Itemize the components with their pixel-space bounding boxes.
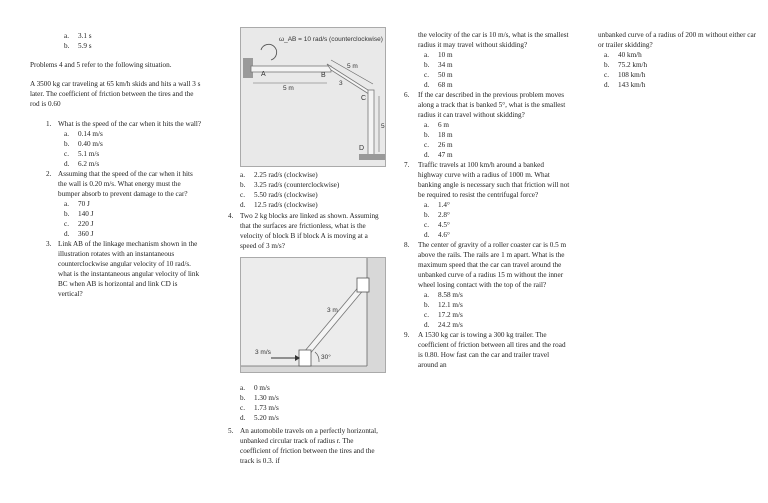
option: b. 0.40 m/s	[64, 140, 103, 148]
option: a. 0 m/s	[240, 384, 270, 392]
option: c. 5.50 rad/s (clockwise)	[240, 191, 318, 199]
option: a. 40 km/h	[604, 51, 642, 59]
option: c. 50 m	[424, 71, 453, 79]
question-6: 6. If the car described in the previous problem moves along a track that is banked 5°, what is the smallest radius it can travel without skidding? a. 6 m b. 18 m c. 26 m d. 47 m	[400, 90, 570, 160]
option: d. 143 km/h	[604, 81, 646, 89]
fig2-label-len: 3 m	[327, 307, 338, 314]
option: c. 108 km/h	[604, 71, 646, 79]
intro-situation: A 3500 kg car traveling at 65 km/h skids and hits a wall 3 s later. The coefficient of friction between the tires and the rod is 0.60	[30, 80, 201, 108]
option: a. 8.58 m/s	[424, 291, 463, 299]
options	[418, 290, 570, 330]
blocks-diagram	[241, 258, 386, 373]
option: c. 1.73 m/s	[240, 404, 279, 412]
question-8: 8. The center of gravity of a roller coaster car is 0.5 m above the rails. The rails are 1 m apart. What is the maximum speed that the car can travel around the unbanked curve of a radius 15 m without the inner wheel losing contact with the top of the rail? a. 8.58 m/s b. 12.1 m/s c. 17.2 m/s d. 24.2 m/s	[400, 240, 570, 330]
option: a. 6 m	[424, 121, 449, 129]
q3-options	[234, 170, 400, 210]
option: a. 3.1 s	[64, 32, 92, 40]
options	[58, 129, 202, 169]
option: a. 10 m	[424, 51, 453, 59]
fig1-label-5m-left: 5 m	[283, 85, 294, 92]
option: c. 4.5°	[424, 221, 450, 229]
linkage-figure	[240, 27, 386, 167]
options	[58, 199, 202, 239]
fig1-label-c: C	[361, 95, 367, 102]
fig1-label-3: 3	[339, 80, 343, 87]
options	[418, 120, 570, 160]
column-3	[400, 30, 570, 370]
pre-options	[58, 31, 202, 51]
question-list	[42, 119, 202, 299]
fig1-label-5m-top: 5 m	[347, 63, 358, 70]
options	[400, 50, 570, 90]
question-7: 7. Traffic travels at 100 km/h around a banked highway curve with a radius of 1000 m. What banking angle is necessary such that friction will not be required to resist the centrifugal force? a. 1.4° b. 2.8° c. 4.5° d. 4.6°	[404, 161, 570, 239]
intro-problems: Problems 4 and 5 refer to the following situation.	[30, 61, 172, 69]
option: d. 4.6°	[424, 231, 450, 239]
question-4: 4. Two 2 kg blocks are linked as shown. Assuming that the surfaces are frictionless, what is the velocity of block B if block A is moving at a speed of 3 m/s?	[228, 212, 379, 250]
fig2-label-angle: 30°	[321, 354, 331, 361]
question-3: 3. Link AB of the linkage mechanism shown in the illustration rotates with an instantaneous counterclockwise angular velocity of 10 rad/s. what is the instantaneous angular velocity of link BC when AB is horizontal and link CD is vertical?	[46, 240, 200, 298]
option: d. 360 J	[64, 230, 94, 238]
option: d. 6.2 m/s	[64, 160, 100, 168]
option: b. 34 m	[424, 61, 453, 69]
option: c. 26 m	[424, 141, 453, 149]
option: a. 0.14 m/s	[64, 130, 103, 138]
option: a. 1.4°	[424, 201, 450, 209]
option: b. 1.30 m/s	[240, 394, 279, 402]
options	[598, 50, 758, 90]
option: b. 12.1 m/s	[424, 301, 463, 309]
option: d. 68 m	[424, 81, 453, 89]
question-9: 9. A 1530 kg car is towing a 300 kg trailer. The coefficient of friction between all tires and the road is 0.80. How fast can the car and trailer travel around an	[404, 331, 566, 369]
option: a. 2.25 rad/s (clockwise)	[240, 171, 318, 179]
option: b. 3.25 rad/s (counterclockwise)	[240, 181, 340, 189]
continued-question: unbanked curve of a radius of 200 m without either car or trailer skidding?	[598, 31, 757, 49]
blocks-figure	[240, 257, 386, 373]
fig2-label-speed: 3 m/s	[255, 349, 271, 356]
option: c. 220 J	[64, 220, 94, 228]
option: d. 5.20 m/s	[240, 414, 279, 422]
linkage-diagram	[241, 28, 386, 167]
fig1-label-d: D	[359, 145, 365, 152]
option: d. 24.2 m/s	[424, 321, 463, 329]
option: b. 5.9 s	[64, 42, 92, 50]
option: b. 75.2 km/h	[604, 61, 648, 69]
fig1-title: ω_AB = 10 rad/s (counterclockwise)	[279, 36, 383, 43]
question-5: 5. An automobile travels on a perfectly horizontal, unbanked circular track of radius r. The coefficient of friction between the tires and the track is 0.3. if	[228, 427, 378, 465]
option: c. 17.2 m/s	[424, 311, 463, 319]
column-4	[598, 30, 758, 90]
question-1: 1. What is the speed of the car when it hits the wall? a. 0.14 m/s b. 0.40 m/s c. 5.1 m/s d. 6.2 m/s	[46, 120, 202, 168]
q4-options	[234, 383, 400, 423]
fig1-label-5: 5	[381, 123, 385, 130]
option: a. 70 J	[64, 200, 90, 208]
option: b. 18 m	[424, 131, 453, 139]
column-1	[30, 31, 202, 299]
fig1-label-a: A	[261, 71, 266, 78]
options	[418, 200, 570, 240]
option: d. 12.5 rad/s (clockwise)	[240, 201, 318, 209]
question-2: 2. Assuming that the speed of the car when it hits the wall is 0.20 m/s. What energy must the bumper absorb to prevent damage to the car? a. 70 J b. 140 J c. 220 J d. 360 J	[42, 169, 202, 239]
option: c. 5.1 m/s	[64, 150, 100, 158]
continued-question: the velocity of the car is 10 m/s, what is the smallest radius it may travel without skidding?	[418, 31, 569, 49]
option: b. 140 J	[64, 210, 94, 218]
fig1-label-b: B	[321, 72, 326, 79]
option: d. 47 m	[424, 151, 453, 159]
option: b. 2.8°	[424, 211, 450, 219]
